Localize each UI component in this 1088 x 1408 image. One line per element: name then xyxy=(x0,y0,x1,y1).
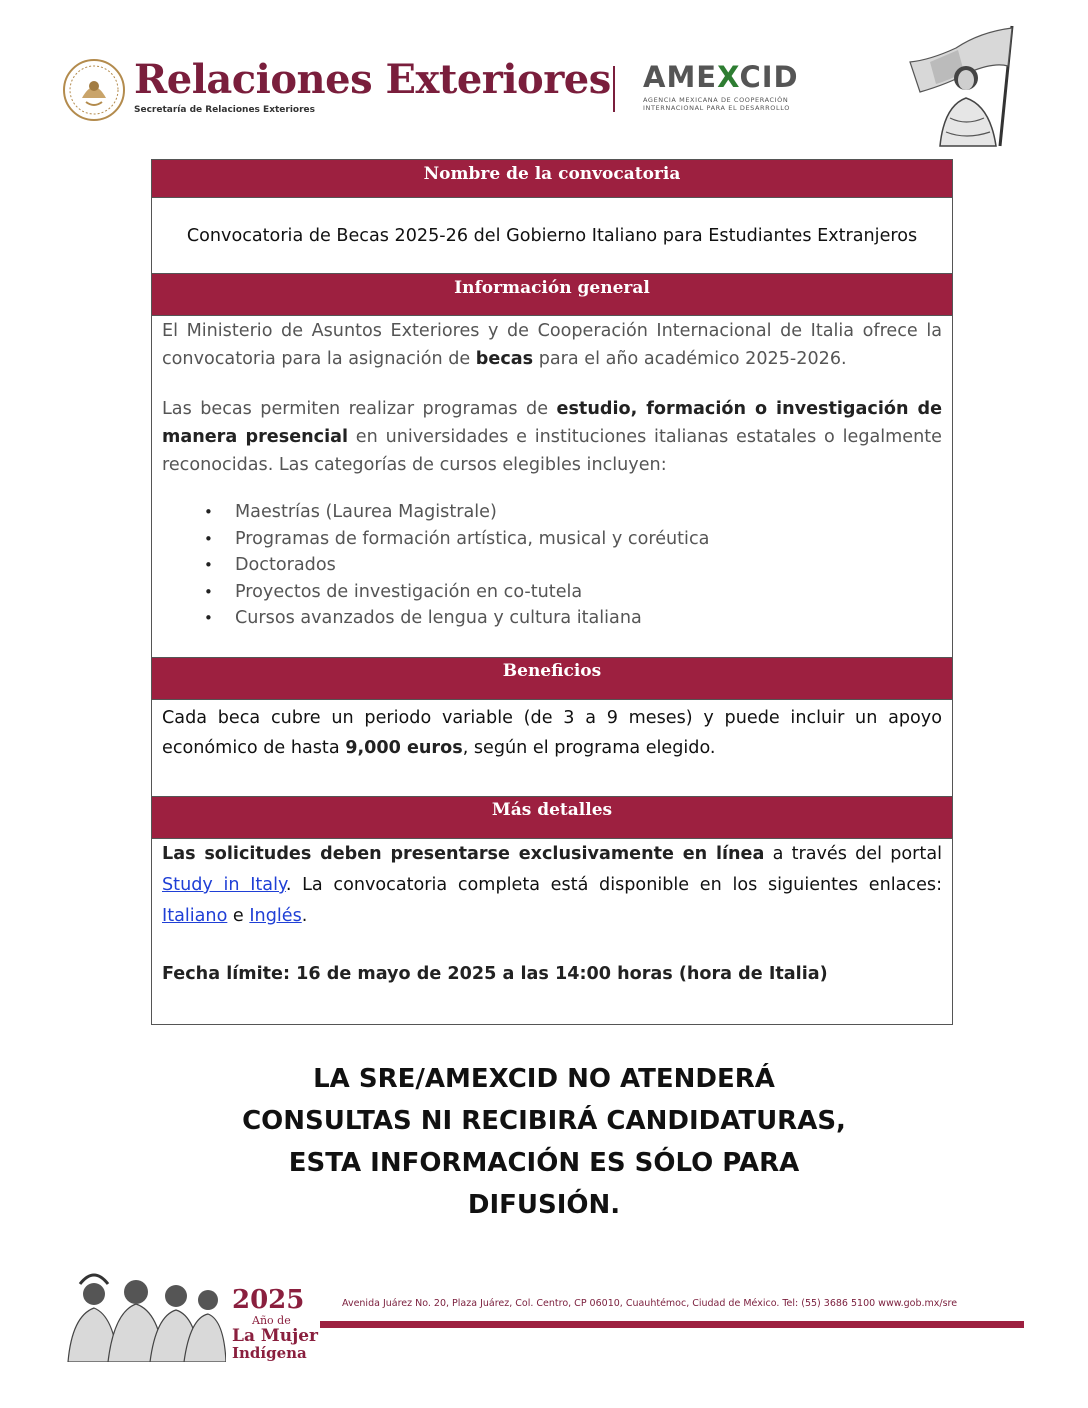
section-header-info: Información general xyxy=(152,274,952,316)
list-item: • Maestrías (Laurea Magistrale) xyxy=(235,499,942,526)
year-subtitle-3: Indígena xyxy=(232,1344,307,1362)
deadline-text: Fecha límite: 16 de mayo de 2025 a las 14:00 horas (hora de Italia) xyxy=(162,964,828,984)
detalles-cell xyxy=(152,839,952,1024)
info-cell xyxy=(152,316,952,658)
beneficios-text: Cada beca cubre un periodo variable (de 3 a 9 meses) y puede incluir un apoyo económico de hasta 9,000 euros, según el programa elegido. xyxy=(162,708,942,758)
ingles-link[interactable]: Inglés xyxy=(249,906,302,926)
mexico-coat-of-arms-icon xyxy=(62,58,126,122)
sre-title: Relaciones Exteriores xyxy=(134,56,611,103)
year-subtitle-1: Año de xyxy=(252,1314,291,1327)
section-header-beneficios: Beneficios xyxy=(152,658,952,700)
list-item: • Programas de formación artística, musical y coréutica xyxy=(235,526,942,553)
year-subtitle-2: La Mujer xyxy=(232,1326,318,1346)
nombre-cell xyxy=(152,198,952,274)
sre-subtitle: Secretaría de Relaciones Exteriores xyxy=(134,105,316,115)
woman-with-flag-illustration xyxy=(900,22,1028,148)
list-item: • Cursos avanzados de lengua y cultura italiana xyxy=(235,605,942,632)
list-item: • Proyectos de investigación en co-tutela xyxy=(235,579,942,606)
info-paragraph-2: Las becas permiten realizar programas de estudio, formación o investigación de manera presencial en universidades e instituciones italianas estatales o legalmente reconocidas. Las categorías de cursos elegibles incluyen: xyxy=(162,399,942,475)
disclaimer-notice: LA SRE/AMEXCID NO ATENDERÁ CONSULTAS NI RECIBIRÁ CANDIDATURAS, ESTA INFORMACIÓN ES SÓLO PARA DIFUSIÓN. xyxy=(242,1064,846,1220)
italiano-link[interactable]: Italiano xyxy=(162,906,228,926)
header-divider xyxy=(613,66,615,112)
list-item: • Doctorados xyxy=(235,552,942,579)
section-header-detalles: Más detalles xyxy=(152,797,952,839)
info-paragraph-1: El Ministerio de Asuntos Exteriores y de Cooperación Internacional de Italia ofrece la convocatoria para la asignación de becas para el año académico 2025-2026. xyxy=(162,321,942,369)
footer-address: Avenida Juárez No. 20, Plaza Juárez, Col. Centro, CP 06010, Cuauhtémoc, Ciudad de México. Tel: (55) 3686 5100 www.gob.mx/sre xyxy=(342,1298,958,1309)
indigenous-women-illustration xyxy=(66,1264,226,1362)
amexcid-subtitle-2: INTERNACIONAL PARA EL DESARROLLO xyxy=(643,104,790,112)
amexcid-subtitle-1: AGENCIA MEXICANA DE COOPERACIÓN xyxy=(643,96,789,104)
page-header xyxy=(0,0,1088,150)
amexcid-logo: AMEXCID xyxy=(643,60,799,94)
beneficios-cell xyxy=(152,700,952,797)
year-2025: 2025 xyxy=(232,1285,305,1315)
section-header-nombre: Nombre de la convocatoria xyxy=(152,160,952,198)
study-in-italy-link[interactable]: Study in Italy xyxy=(162,875,286,895)
detalles-text: Las solicitudes deben presentarse exclusivamente en línea a través del portal Study in Italy. La convocatoria completa está disponible en los siguientes enlaces: Italiano e Inglés. xyxy=(162,844,942,926)
footer-rule xyxy=(320,1321,1024,1328)
convocatoria-name: Convocatoria de Becas 2025-26 del Gobierno Italiano para Estudiantes Extranjeros xyxy=(186,225,918,246)
info-table xyxy=(151,159,953,1025)
eligible-courses-list xyxy=(162,499,942,632)
